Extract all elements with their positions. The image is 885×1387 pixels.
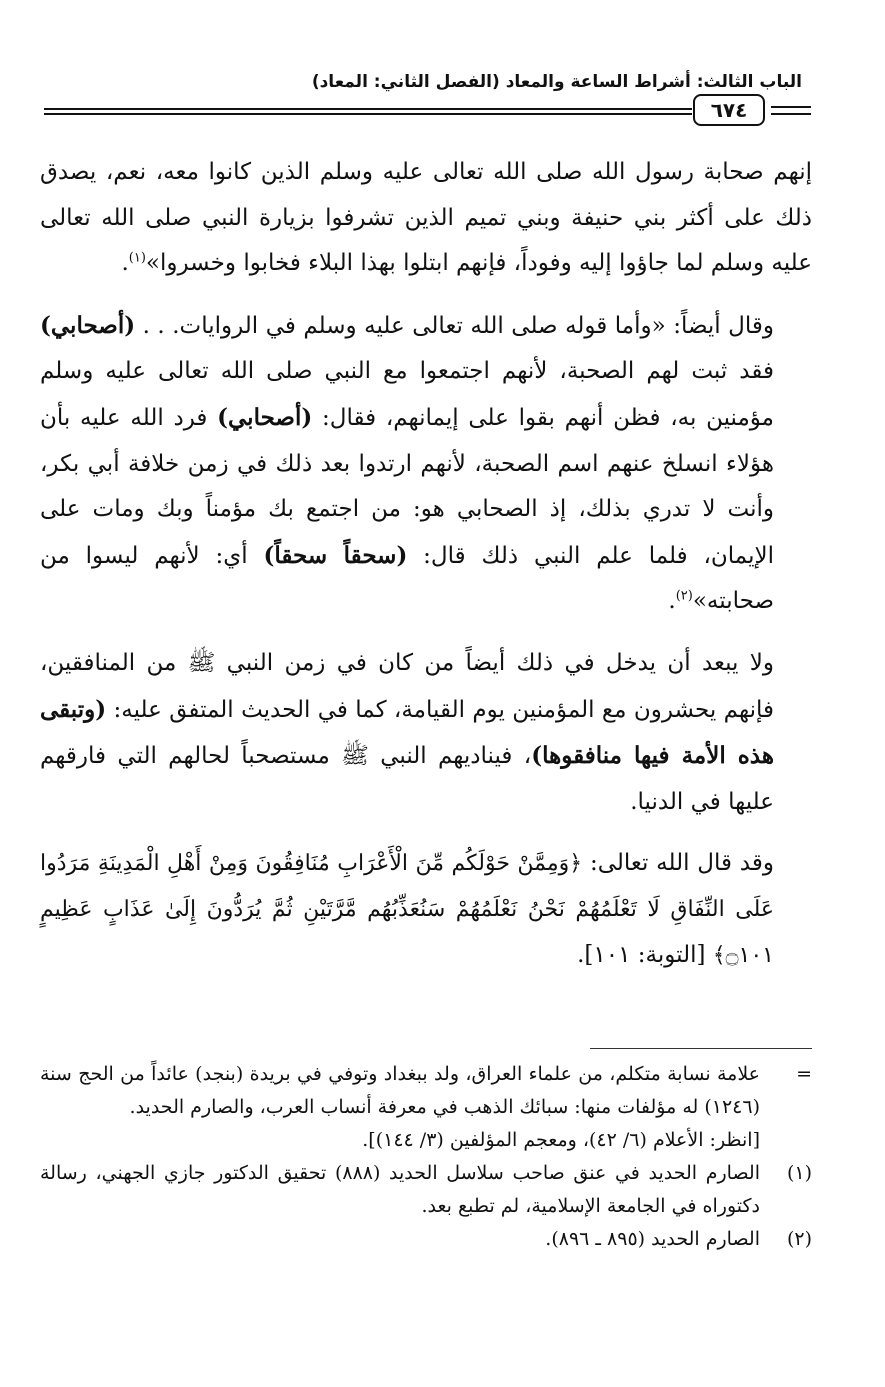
footnote-mark: (٢) <box>786 1228 812 1250</box>
page-number-ornament <box>771 106 811 108</box>
footnote-separator <box>590 1048 812 1049</box>
running-title: الباب الثالث: أشراط الساعة والمعاد (الفصل الثاني: المعاد) <box>311 72 802 92</box>
footnote-ref[interactable]: (٢) <box>675 588 693 604</box>
paragraph: وقد قال الله تعالى: ﴿وَمِمَّنْ حَوْلَكُم مِّنَ الْأَعْرَابِ مُنَافِقُونَ وَمِنْ أَهْلِ الْمَدِينَةِ مَرَدُوا عَلَى النِّفَاقِ لَا تَعْلَمُهُمْ نَحْنُ نَعْلَمُهُمْ سَنُعَذِّبُهُم مَّرَّتَيْنِ ثُمَّ يُرَدُّونَ إِلَىٰ عَذَابٍ عَظِيمٍ ۝١٠١﴾ [التوبة: ١٠١]. <box>40 850 774 968</box>
bold-quote: (وتبقى هذه الأمة فيها منافقوها) <box>40 695 774 770</box>
main-text <box>40 150 812 978</box>
footnote-mark: (١) <box>786 1162 812 1184</box>
page-number-ornament <box>771 113 811 115</box>
quran-verse: ﴿وَمِمَّنْ حَوْلَكُم مِّنَ الْأَعْرَابِ مُنَافِقُونَ وَمِنْ أَهْلِ الْمَدِينَةِ مَرَدُوا عَلَى النِّفَاقِ لَا تَعْلَمُهُمْ نَحْنُ نَعْلَمُهُمْ سَنُعَذِّبُهُم مَّرَّتَيْنِ ثُمَّ يُرَدُّونَ إِلَىٰ عَذَابٍ عَظِيمٍ ۝١٠١﴾ <box>40 851 774 968</box>
header-rule <box>44 108 692 110</box>
paragraph: إنهم صحابة رسول الله صلى الله تعالى عليه وسلم الذين كانوا معه، نعم، يصدق ذلك على أكثر بني حنيفة وبني تميم الذين تشرفوا بزيارة النبي صلى الله تعالى عليه وسلم لما جاؤوا إليه وفوداً، فإنهم ابتلوا بهذا البلاء فخابوا وخسروا»$^{(١)}$. <box>40 159 812 277</box>
footnotes <box>40 1058 812 1256</box>
paragraph: ولا يبعد أن يدخل في ذلك أيضاً من كان في زمن النبي ﷺ من المنافقين، فإنهم يحشرون مع المؤمنين يوم القيامة، كما في الحديث المتفق عليه: (وتبقى هذه الأمة فيها منافقوها)، فيناديهم النبي ﷺ مستصحباً لحالهم التي فارقهم عليها في الدنيا. <box>40 649 774 815</box>
footnote-continued: = علامة نسابة متكلم، من علماء العراق، ولد ببغداد وتوفي في بريدة (بنجد) عائداً من الحج سنة (١٢٤٦) له مؤلفات منها: سبائك الذهب في معرفة أنساب العرب، والصارم الحديد. [انظر: الأعلام (٦/ ٤٢)، ومعجم المؤلفين (٣/ ١٤٤)]. <box>40 1058 812 1157</box>
footnote-ref[interactable]: (١) <box>128 250 146 266</box>
footnote-2: (٢) الصارم الحديد (٨٩٥ ـ ٨٩٦). <box>40 1223 812 1256</box>
bold-quote: (أصحابي) <box>40 311 136 339</box>
header-rule <box>44 113 692 115</box>
bold-quote: (أصحابي) <box>217 403 313 431</box>
paragraph: وقال أيضاً: «وأما قوله صلى الله تعالى عليه وسلم في الروايات. . . (أصحابي) فقد ثبت لهم الصحبة، لأنهم اجتمعوا مع النبي صلى الله تعالى عليه وسلم مؤمنين به، فظن أنهم بقوا على إيمانهم، فقال: (أصحابي) فرد الله عليه بأن هؤلاء انسلخ عنهم اسم الصحبة، لأنهم ارتدوا بعد ذلك في زمن خلافة أبي بكر، وأنت لا تدري بذلك، إذ الصحابي هو: من اجتمع بك مؤمناً وبك ومات على الإيمان، فلما علم النبي ذلك قال: (سحقاً سحقاً) أي: لأنهم ليسوا من صحابته»$^{(٢)}$. <box>40 311 775 615</box>
verse-citation: [التوبة: ١٠١]. <box>577 941 713 968</box>
footnote-mark: = <box>796 1063 812 1085</box>
page-number: ٦٧٤ <box>693 94 765 126</box>
bold-quote: (سحقاً سحقاً) <box>263 541 408 569</box>
footnote-1: (١) الصارم الحديد في عنق صاحب سلاسل الحديد (٨٨٨) تحقيق الدكتور جازي الجهني، رسالة دكتوراه في الجامعة الإسلامية، لم تطبع بعد. <box>40 1157 812 1223</box>
